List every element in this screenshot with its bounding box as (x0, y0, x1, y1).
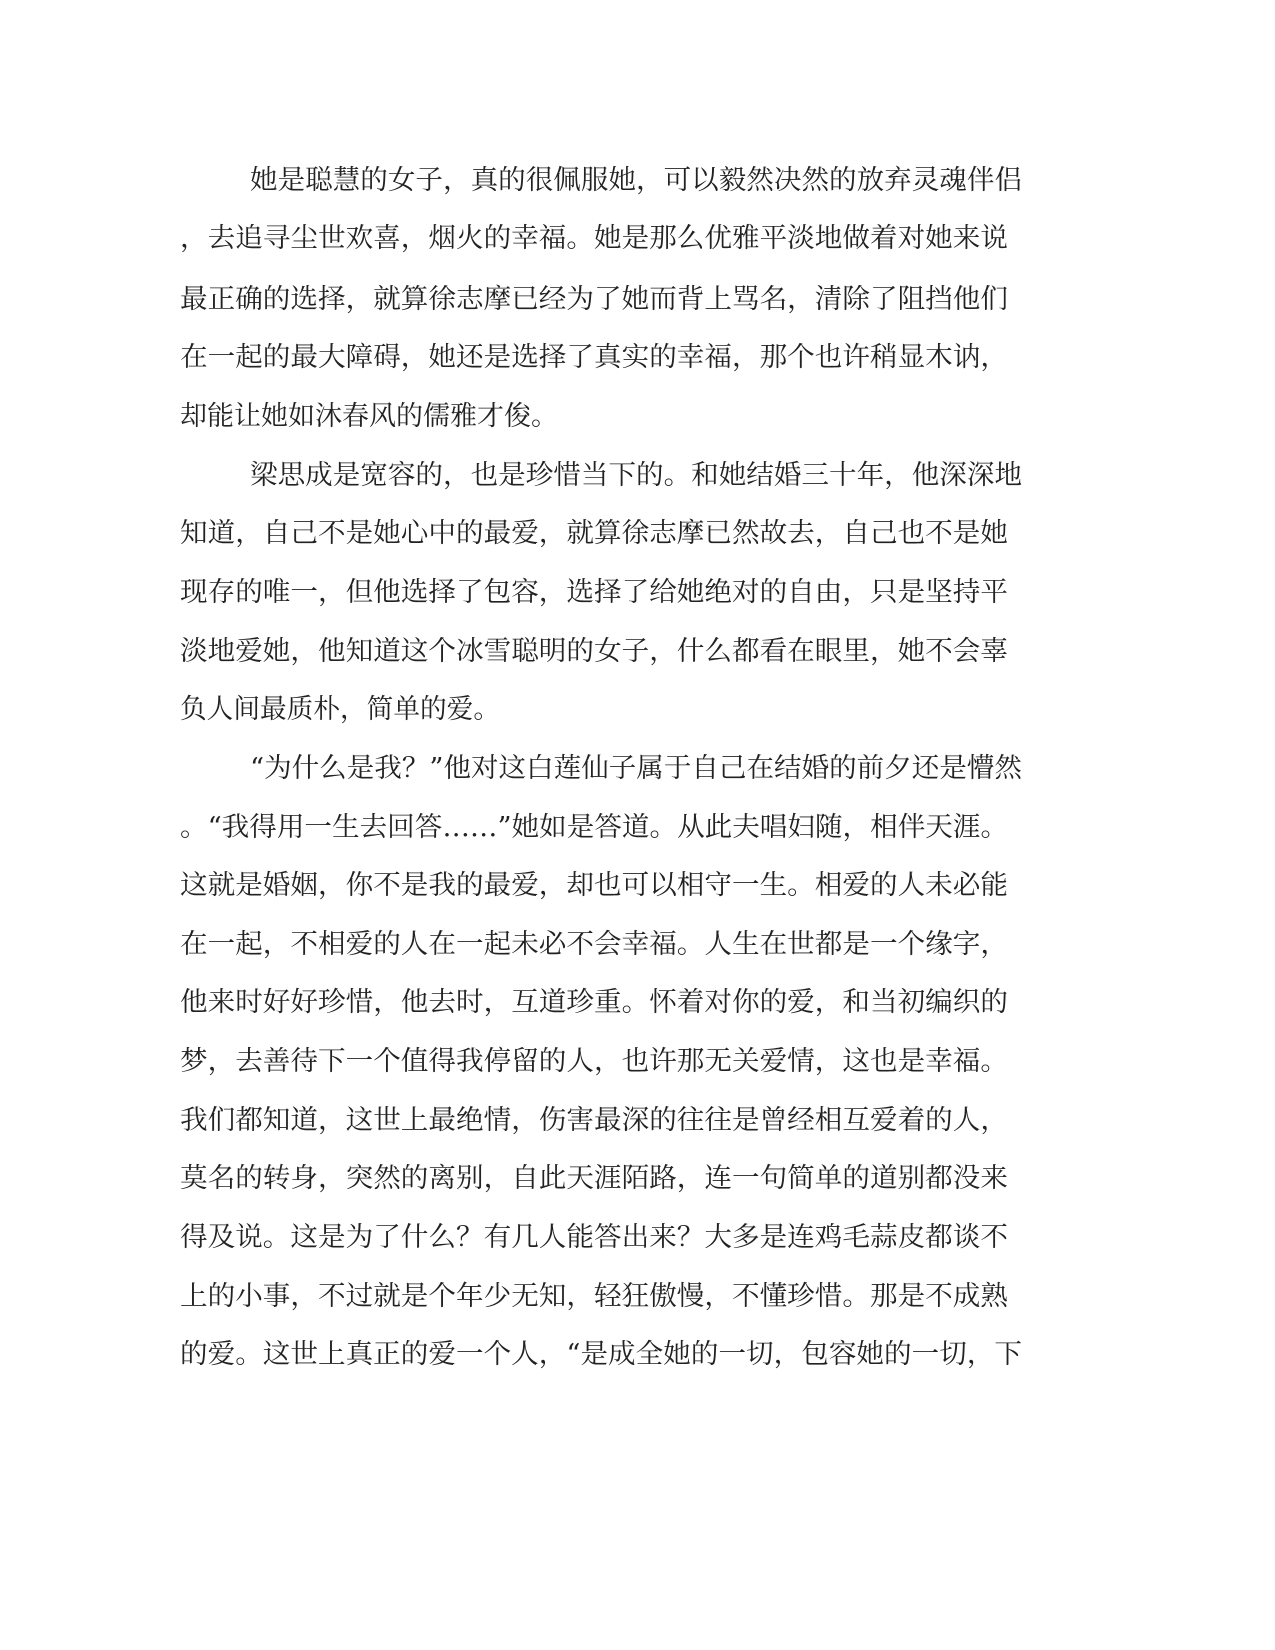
line-text: 得及说。这是为了什么？有几人能答出来？大多是连鸡毛蒜皮都谈不 (180, 1222, 1008, 1253)
text-line (0, 573, 1275, 613)
line-text: 知道，自己不是她心中的最爱，就算徐志摩已然故去，自己也不是她 (180, 518, 1008, 549)
text-line (0, 161, 1275, 201)
line-text: 他来时好好珍惜，他去时，互道珍重。怀着对你的爱，和当初编织的 (180, 987, 1008, 1018)
line-text: ，去追寻尘世欢喜，烟火的幸福。她是那么优雅平淡地做着对她来说 (180, 223, 1008, 254)
text-line (0, 397, 1275, 437)
line-text: 这就是婚姻，你不是我的最爱，却也可以相守一生。相爱的人未必能 (180, 870, 1008, 901)
line-text: 在一起，不相爱的人在一起未必不会幸福。人生在世都是一个缘字， (180, 929, 1008, 960)
text-line (0, 1277, 1275, 1317)
text-line (0, 690, 1275, 730)
line-text: 的爱。这世上真正的爱一个人，“是成全她的一切，包容她的一切，下 (180, 1339, 1023, 1370)
text-line (0, 866, 1275, 906)
text-line (0, 1159, 1275, 1199)
line-text: 莫名的转身，突然的离别，自此天涯陌路，连一句简单的道别都没来 (180, 1163, 1008, 1194)
line-text: 在一起的最大障碍，她还是选择了真实的幸福，那个也许稍显木讷， (180, 342, 1008, 373)
text-line (0, 1042, 1275, 1082)
line-text: 梁思成是宽容的，也是珍惜当下的。和她结婚三十年，他深深地 (250, 460, 1023, 491)
line-text: 现存的唯一，但他选择了包容，选择了给她绝对的自由，只是坚持平 (180, 577, 1008, 608)
text-line (0, 983, 1275, 1023)
line-text: 最正确的选择，就算徐志摩已经为了她而背上骂名，清除了阻挡他们 (180, 284, 1008, 315)
text-line (0, 456, 1275, 496)
text-line (0, 514, 1275, 554)
line-text: 梦，去善待下一个值得我停留的人，也许那无关爱情，这也是幸福。 (180, 1046, 1008, 1077)
text-line (0, 1218, 1275, 1258)
text-line (0, 808, 1275, 848)
line-text: 我们都知道，这世上最绝情，伤害最深的往往是曾经相互爱着的人， (180, 1105, 1008, 1136)
line-text: 上的小事，不过就是个年少无知，轻狂傲慢，不懂珍惜。那是不成熟 (180, 1281, 1008, 1312)
text-line (0, 219, 1275, 259)
line-text: 负人间最质朴，简单的爱。 (180, 694, 501, 725)
line-text: 淡地爱她，他知道这个冰雪聪明的女子，什么都看在眼里，她不会辜 (180, 636, 1008, 667)
line-text: 却能让她如沐春风的儒雅才俊。 (180, 401, 558, 432)
text-line (0, 280, 1275, 320)
text-line (0, 338, 1275, 378)
text-line (0, 925, 1275, 965)
text-line (0, 1101, 1275, 1141)
line-text: 。“我得用一生去回答……”她如是答道。从此夫唱妇随，相伴天涯。 (180, 812, 1009, 843)
text-line (0, 749, 1275, 789)
text-line (0, 1335, 1275, 1375)
text-line (0, 632, 1275, 672)
line-text: 她是聪慧的女子，真的很佩服她，可以毅然决然的放弃灵魂伴侣 (250, 165, 1023, 196)
line-text: “为什么是我？”他对这白莲仙子属于自己在结婚的前夕还是懵然 (250, 753, 1022, 784)
